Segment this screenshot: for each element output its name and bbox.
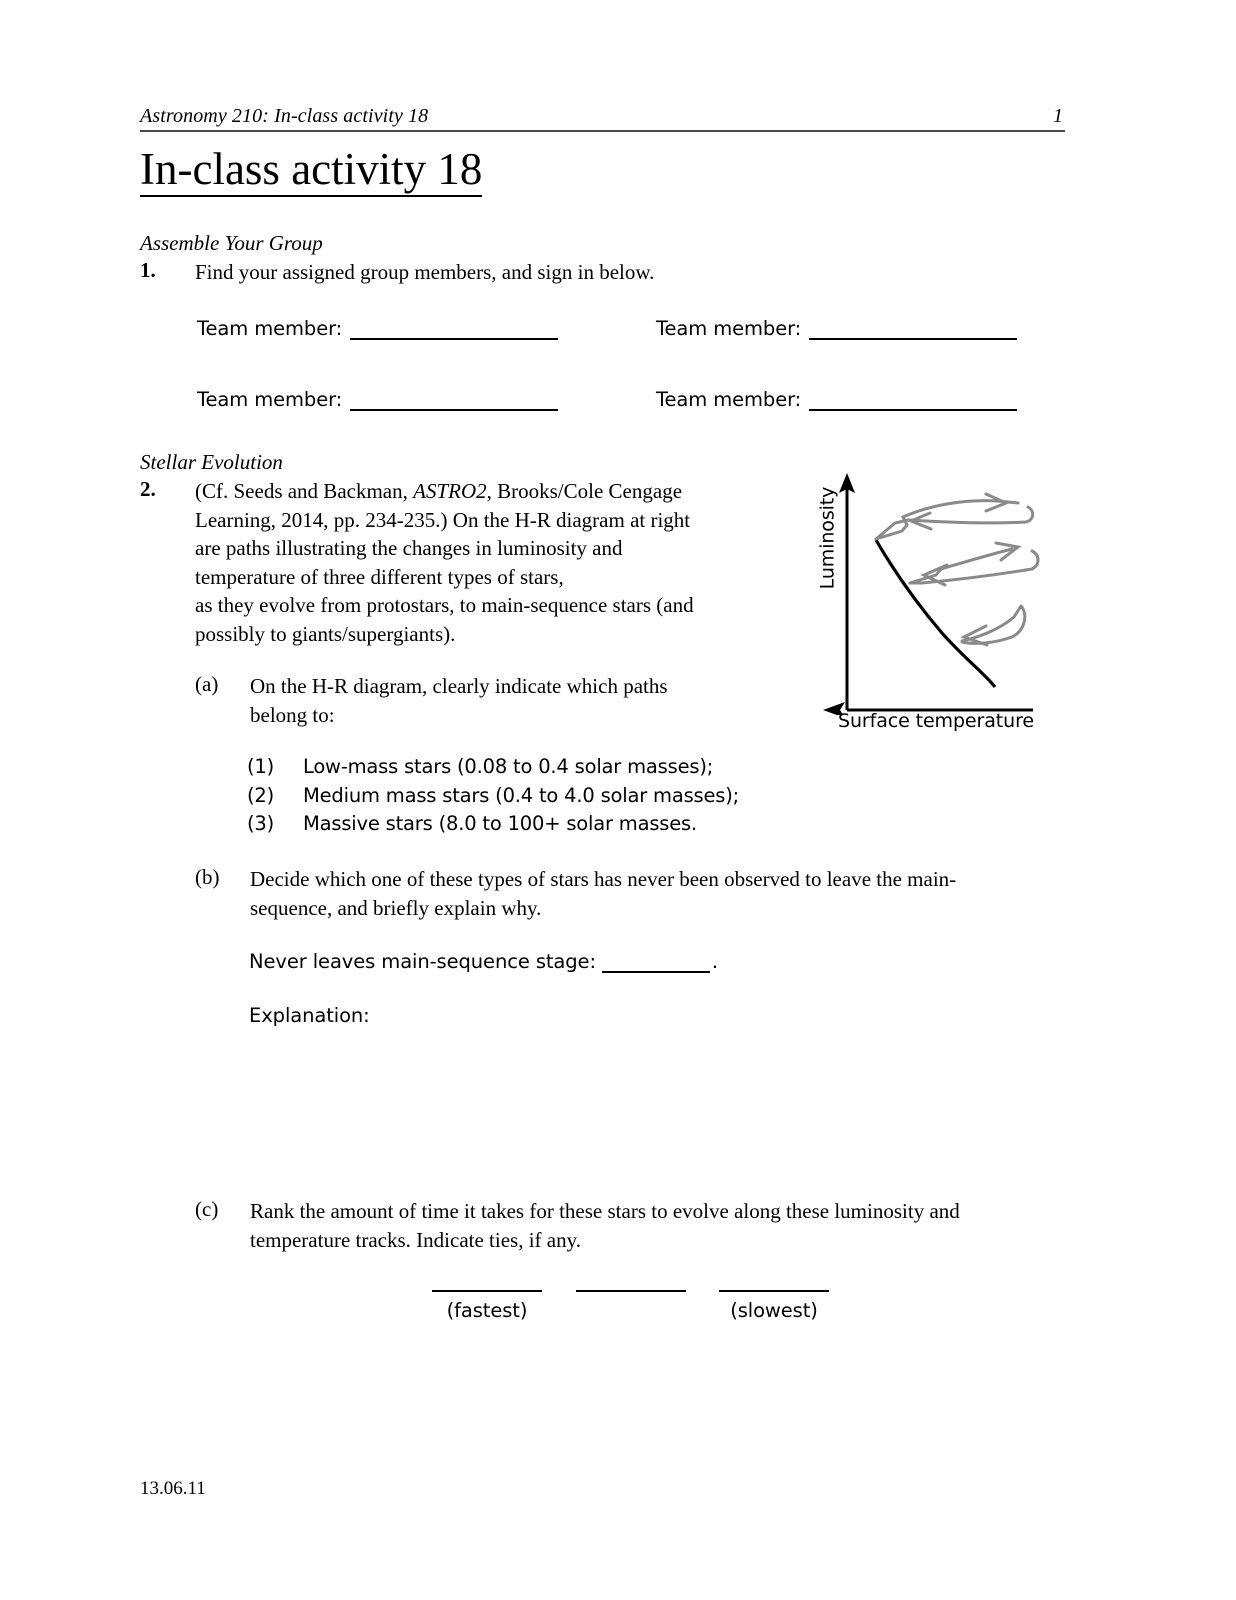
part-b-line-1: Decide which one of these types of stars has never been observed to leave the main- [250, 867, 957, 891]
evolution-track-medium [910, 543, 1038, 585]
evolution-track-massive [876, 494, 1033, 539]
part-c-text [250, 1197, 1060, 1254]
rank-blank-3[interactable] [719, 1290, 829, 1292]
team-member-blank-4[interactable] [809, 395, 1017, 411]
main-sequence-curve [876, 540, 995, 687]
never-leaves-label: Never leaves main-sequence stage: [249, 950, 596, 973]
list-item-number: (3) [247, 812, 275, 835]
part-b-letter: (b) [195, 865, 220, 889]
team-member-row-1 [197, 317, 558, 340]
team-member-label: Team member: [656, 317, 802, 340]
team-member-label: Team member: [197, 388, 343, 411]
section-heading-stellar-evolution: Stellar Evolution [140, 450, 283, 474]
rank-slot-2 [576, 1290, 686, 1299]
never-leaves-period: . [711, 950, 719, 973]
item-2-line-5: as they evolve from protostars, to main-sequence stars (and [195, 593, 694, 618]
never-leaves-row [249, 950, 718, 973]
list-item-number: (2) [247, 783, 275, 807]
team-member-row-4 [656, 388, 1017, 411]
list-item-label: Medium mass stars (0.4 to 4.0 solar masses); [303, 783, 740, 807]
item-1-prompt: Find your assigned group members, and sign in below. [195, 260, 655, 284]
rank-slot-3 [719, 1290, 829, 1322]
item-2-line-6: possibly to giants/supergiants). [195, 621, 456, 646]
header-page-number: 1 [1053, 105, 1063, 127]
part-a-letter: (a) [195, 672, 219, 696]
hr-diagram-figure [790, 465, 1050, 750]
ranking-blanks [0, 1290, 1236, 1360]
list-item-label: Massive stars (8.0 to 100+ solar masses. [303, 812, 698, 835]
item-number-2: 2. [140, 477, 156, 501]
team-member-row-2 [656, 317, 1017, 340]
item-2-line-1-text: (Cf. Seeds and Backman, ASTRO2, Brooks/Cole Cengage [195, 479, 683, 503]
list-item [247, 810, 739, 839]
part-a-line-1: On the H-R diagram, clearly indicate which paths [250, 674, 668, 698]
x-axis-label: Surface temperature [838, 710, 1034, 732]
y-axis [839, 473, 855, 710]
list-item-number: (1) [247, 755, 275, 778]
explanation-label: Explanation: [249, 1004, 370, 1027]
never-leaves-blank[interactable] [602, 957, 710, 973]
item-number-1: 1. [140, 258, 156, 282]
footer-date: 13.06.11 [140, 1478, 206, 1499]
part-c-line-2: temperature tracks. Indicate ties, if any. [250, 1227, 581, 1252]
part-a-line-2: belong to: [250, 702, 335, 727]
team-member-label: Team member: [656, 388, 802, 411]
item-2-line-3: are paths illustrating the changes in luminosity and [195, 536, 623, 561]
part-a-item-list [247, 753, 739, 839]
part-b-line-2: sequence, and briefly explain why. [250, 895, 542, 920]
item-2-line-2: Learning, 2014, pp. 234-235.) On the H-R diagram at right [195, 507, 691, 532]
team-member-blank-3[interactable] [350, 395, 558, 411]
rank-blank-2[interactable] [576, 1290, 686, 1292]
running-header [140, 100, 1065, 132]
rank-caption-3: (slowest) [730, 1299, 818, 1322]
part-a-text [250, 672, 810, 729]
list-item [247, 753, 739, 782]
item-2-line-1 [195, 477, 795, 506]
rank-blank-1[interactable] [432, 1290, 542, 1292]
page-title: In-class activity 18 [140, 145, 482, 197]
list-item-label: Low-mass stars (0.08 to 0.4 solar masses); [303, 755, 714, 778]
team-member-label: Team member: [197, 317, 343, 340]
part-b-text [250, 865, 1060, 922]
team-member-row-3 [197, 388, 558, 411]
evolution-track-low-mass [962, 606, 1025, 645]
rank-slot-1 [432, 1290, 542, 1322]
team-member-blank-2[interactable] [809, 324, 1017, 340]
section-heading-assemble-your-group: Assemble Your Group [140, 231, 323, 255]
rank-caption-1: (fastest) [446, 1299, 528, 1322]
team-member-blank-1[interactable] [350, 324, 558, 340]
item-2-paragraph [195, 477, 795, 649]
list-item [247, 782, 739, 811]
part-c-line-1: Rank the amount of time it takes for these stars to evolve along these luminosity and [250, 1199, 960, 1223]
part-c-letter: (c) [195, 1197, 219, 1221]
header-course-line: Astronomy 210: In-class activity 18 [140, 105, 429, 127]
item-2-line-4: temperature of three different types of stars, [195, 564, 564, 589]
y-axis-label: Luminosity [816, 486, 839, 590]
